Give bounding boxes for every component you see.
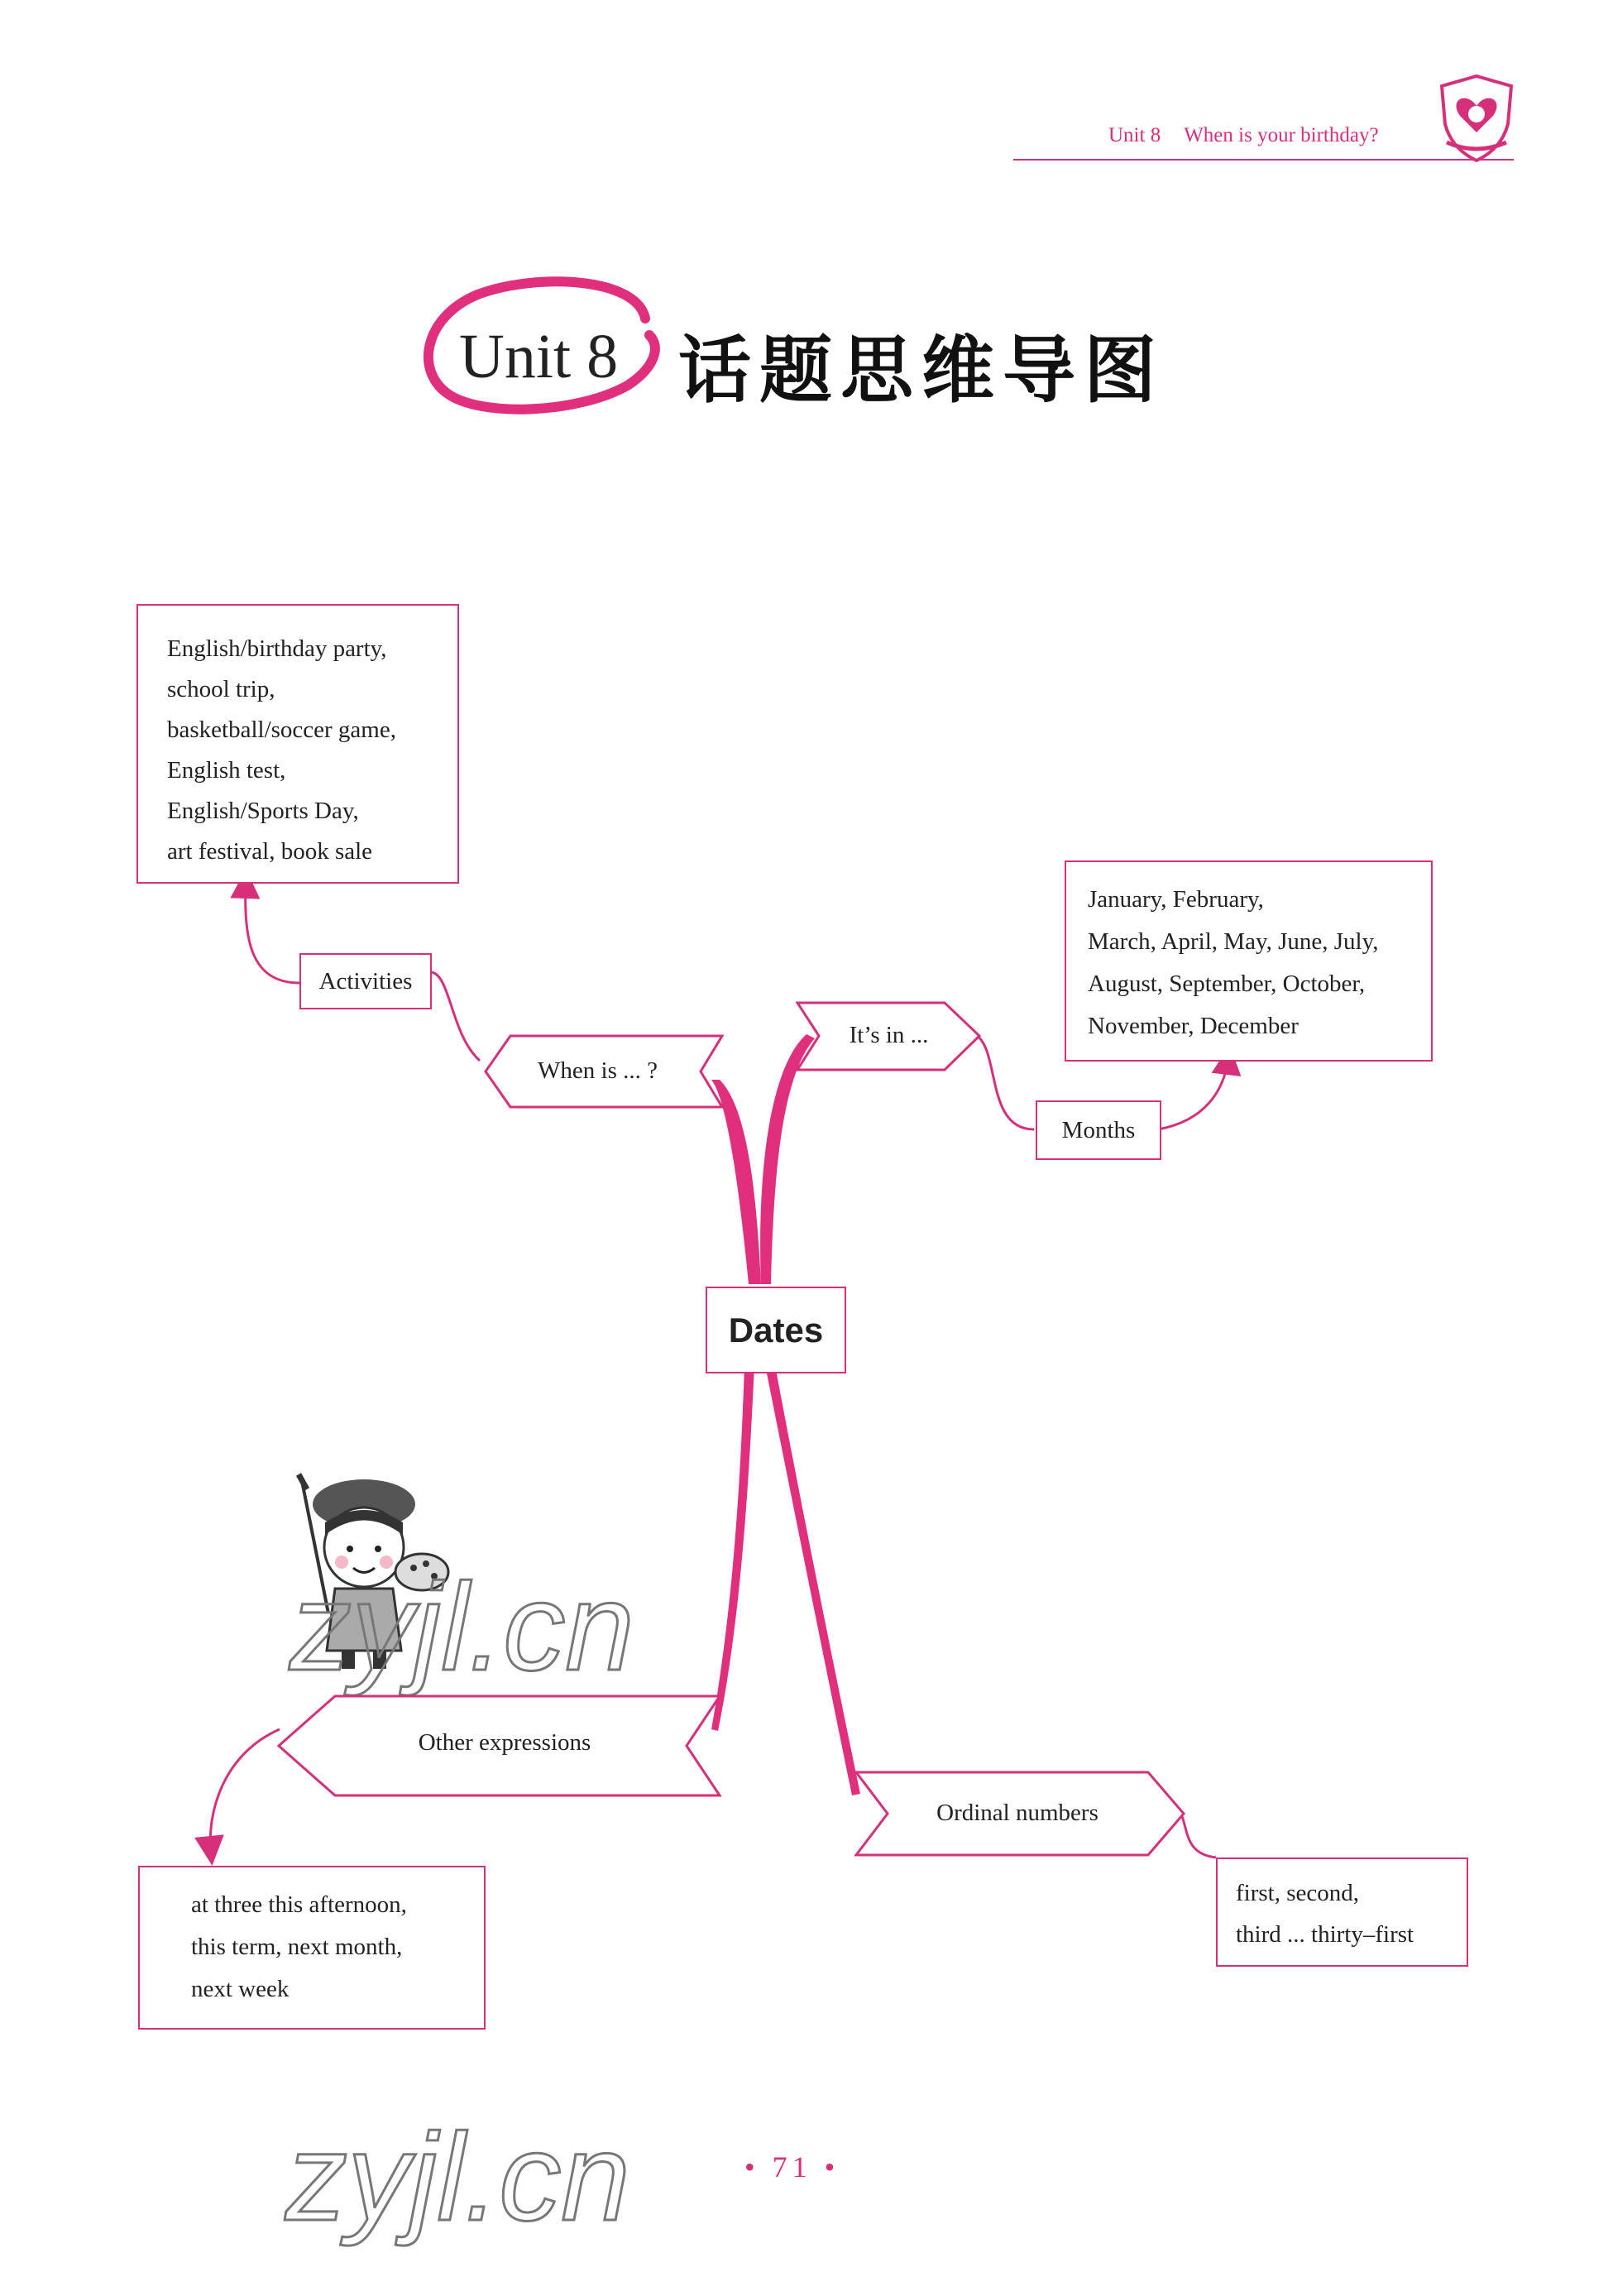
activity-item: English/Sports Day,	[167, 798, 359, 824]
center-node-dates: Dates	[706, 1287, 846, 1373]
other-expressions-list	[191, 1884, 407, 2011]
watermark-bottom: zyjl.cn	[285, 2107, 630, 2246]
activities-list-box	[136, 604, 459, 884]
title-unit: Unit 8	[459, 322, 619, 391]
activities-node: Activities	[299, 953, 432, 1009]
other-expressions-node: Other expressions	[418, 1729, 591, 1756]
ordinal-numbers-list-box	[1216, 1857, 1468, 1967]
page-number: • 71 •	[744, 2150, 840, 2183]
other-expressions-list-box	[138, 1866, 486, 2030]
ordinal-numbers-list	[1236, 1872, 1414, 1955]
ordinal-item: third ... thirty–first	[1236, 1921, 1414, 1948]
expression-item: this term, next month,	[191, 1934, 403, 1960]
month-item: March, April, May, June, July,	[1088, 928, 1379, 955]
month-item: August, September, October,	[1088, 971, 1366, 997]
activities-list	[167, 629, 396, 872]
header-title: When is your birthday?	[1184, 124, 1379, 146]
activity-item: basketball/soccer game,	[167, 717, 396, 743]
months-list	[1088, 879, 1378, 1047]
expression-item: at three this afternoon,	[191, 1891, 407, 1918]
ordinal-numbers-node: Ordinal numbers	[936, 1800, 1098, 1826]
activity-item: art festival, book sale	[167, 838, 373, 865]
header-unit: Unit 8	[1108, 124, 1161, 146]
month-item: January, February,	[1088, 886, 1264, 913]
title-chinese: 话题思维导图	[678, 328, 1165, 413]
when-is-node: When is ... ?	[538, 1057, 658, 1084]
months-node: Months	[1036, 1100, 1161, 1160]
month-item: November, December	[1088, 1013, 1299, 1039]
activity-item: English test,	[167, 757, 286, 784]
activity-item: English/birthday party,	[167, 635, 387, 662]
watermark-middle: zyjl.cn	[290, 1557, 634, 1696]
its-in-node: It’s in ...	[849, 1022, 929, 1048]
activity-item: school trip,	[167, 676, 275, 702]
expression-item: next week	[191, 1976, 290, 2002]
months-list-box	[1065, 860, 1433, 1062]
ordinal-item: first, second,	[1236, 1880, 1359, 1906]
